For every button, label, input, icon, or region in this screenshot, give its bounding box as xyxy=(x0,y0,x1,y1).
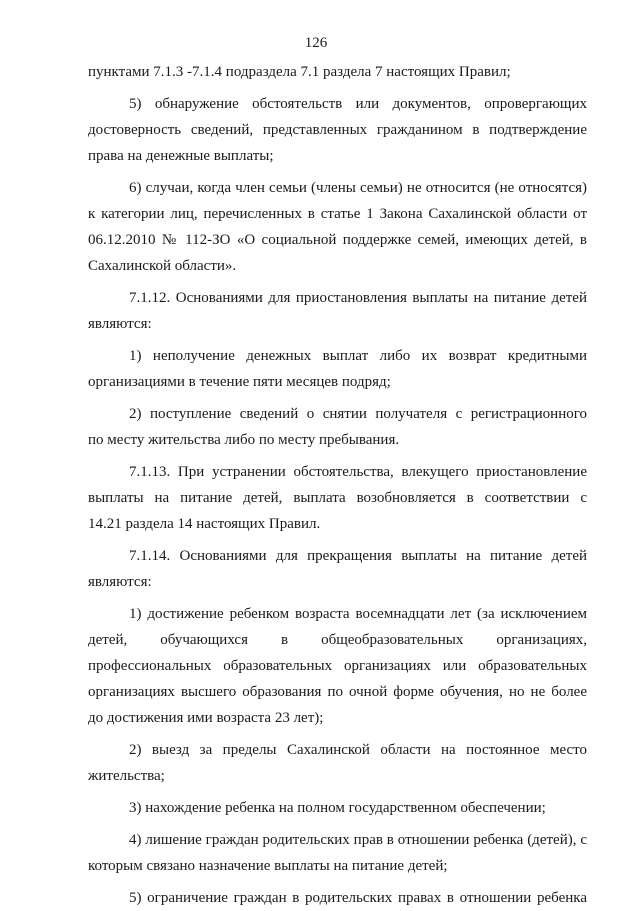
text-line: 1) достижение ребенком возраста восемнадцати лет (за исключением xyxy=(129,606,587,622)
text-line: Сахалинской области». xyxy=(88,258,237,274)
text-line: по месту жительства либо по месту пребывания. xyxy=(88,432,400,448)
text-line: права на денежные выплаты; xyxy=(88,148,274,164)
text-line: которым связано назначение выплаты на питание детей; xyxy=(88,858,448,874)
text-line: достоверность сведений, представленных гражданином в подтверждение xyxy=(88,122,587,138)
text-line: 6) случаи, когда член семьи (члены семьи) не относится (не относятся) xyxy=(129,180,587,196)
text-line: 7.1.14. Основаниями для прекращения выплаты на питание детей xyxy=(129,548,587,564)
text-line: 4) лишение граждан родительских прав в отношении ребенка (детей), с xyxy=(129,832,587,848)
text-line: выплаты на питание детей, выплата возобновляется в соответствии с xyxy=(88,490,587,506)
text-line: организациями в течение пяти месяцев подряд; xyxy=(88,374,391,390)
text-line: организациях высшего образования по очной форме обучения, но не более xyxy=(88,684,587,700)
text-line: 3) нахождение ребенка на полном государственном обеспечении; xyxy=(129,800,546,816)
text-line: 5) обнаружение обстоятельств или документов, опровергающих xyxy=(129,96,587,112)
text-line: 2) выезд за пределы Сахалинской области на постоянное место xyxy=(129,742,587,758)
page-number: 126 xyxy=(304,35,328,51)
text-line: являются: xyxy=(88,316,152,332)
text-line: профессиональных образовательных организациях или образовательных xyxy=(88,658,587,674)
text-line: 7.1.13. При устранении обстоятельства, влекущего приостановление xyxy=(129,464,587,480)
text-line: пунктами 7.1.3 -7.1.4 подраздела 7.1 раздела 7 настоящих Правил; xyxy=(88,64,511,80)
text-line: до достижения ими возраста 23 лет); xyxy=(88,710,324,726)
text-line: к категории лиц, перечисленных в статье 1 Закона Сахалинской области от xyxy=(88,206,587,222)
text-line: жительства; xyxy=(88,768,165,784)
text-line: детей, обучающихся в общеобразовательных организациях, xyxy=(88,632,587,648)
text-line: 7.1.12. Основаниями для приостановления выплаты на питание детей xyxy=(129,290,587,306)
document-body xyxy=(88,59,587,911)
text-line: 1) неполучение денежных выплат либо их возврат кредитными xyxy=(129,348,587,364)
text-line: 06.12.2010 № 112-ЗО «О социальной поддержке семей, имеющих детей, в xyxy=(88,232,587,248)
text-line: 5) ограничение граждан в родительских правах в отношении ребенка xyxy=(129,890,587,906)
text-line: являются: xyxy=(88,574,152,590)
text-line: 14.21 раздела 14 настоящих Правил. xyxy=(88,516,321,532)
text-line: 2) поступление сведений о снятии получателя с регистрационного xyxy=(129,406,587,422)
